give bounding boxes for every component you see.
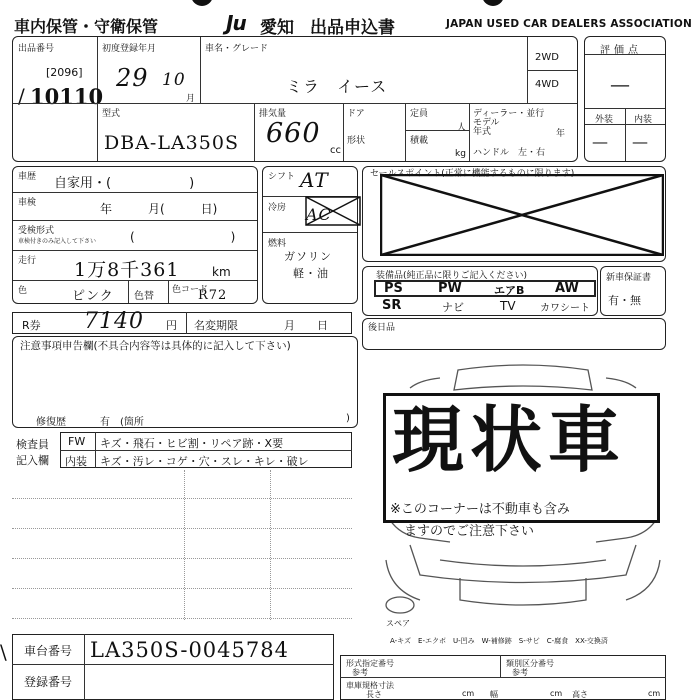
lot-handwritten-mark: / bbox=[18, 84, 25, 108]
org-name: 愛知 bbox=[260, 18, 294, 38]
color-value: ピンク bbox=[72, 289, 114, 304]
lot-number: 10110 bbox=[30, 84, 104, 109]
first-registration-label: 初度登録年月 bbox=[102, 44, 157, 54]
left-edge-mark: \ bbox=[0, 640, 7, 664]
lot-small-number: [2096] bbox=[46, 66, 83, 79]
displacement-value: 660 bbox=[266, 118, 321, 149]
registration-label: 登録番号 bbox=[24, 675, 73, 689]
reception-label: 受検形式 bbox=[18, 226, 55, 236]
door-label: ドア bbox=[347, 109, 365, 119]
stamp-note-line2: ますのでご注意下さい bbox=[404, 524, 535, 539]
equipment-navi: ナビ bbox=[442, 301, 464, 314]
history-label: 車歴 bbox=[18, 172, 37, 182]
inspection-label: 車検 bbox=[18, 198, 37, 208]
color-code-value: R72 bbox=[198, 288, 228, 303]
inspector-entry-label: 記入欄 bbox=[16, 454, 49, 467]
shift-value: AT bbox=[300, 168, 329, 192]
repair-history-value: 有 (箇所 bbox=[100, 417, 144, 428]
current-condition-text: 現状車 bbox=[392, 398, 627, 482]
equipment-seat: カワシート bbox=[540, 303, 590, 314]
inspector-fw-label: FW bbox=[68, 435, 86, 448]
chassis-value: LA350S-0045784 bbox=[90, 638, 289, 662]
ac-cross-box bbox=[305, 196, 361, 226]
color-label: 色 bbox=[18, 286, 28, 296]
spare-label: スペア bbox=[386, 619, 410, 628]
top-hole-right bbox=[482, 0, 504, 6]
displacement-unit: cc bbox=[330, 145, 341, 156]
garage-height-label: 高さ bbox=[572, 690, 588, 699]
equipment-label: 装備品(純正品に限りご記入ください) bbox=[376, 271, 528, 281]
org-english: JAPAN USED CAR DEALERS ASSOCIATION bbox=[446, 18, 692, 30]
inspection-value: 年 月( 日) bbox=[100, 202, 218, 216]
fuel-label: 燃料 bbox=[268, 239, 287, 249]
model-designation-ref: 参考 bbox=[352, 668, 368, 677]
reception-note: 車検付きのみ記入して下さい bbox=[18, 238, 97, 245]
garage-length-unit: cm bbox=[462, 689, 475, 698]
drive-2wd: 2WD bbox=[535, 52, 559, 63]
first-registration-year: 29 bbox=[116, 64, 149, 92]
ac-label: 冷房 bbox=[268, 203, 287, 213]
load-label: 積載 bbox=[410, 136, 429, 146]
mileage-unit: km bbox=[212, 265, 231, 279]
form-title: 出品申込書 bbox=[310, 18, 395, 38]
recycle-label: R券 bbox=[22, 319, 41, 332]
displacement-label: 排気量 bbox=[259, 109, 287, 119]
garage-height-unit: cm bbox=[648, 689, 661, 698]
capacity-label: 定員 bbox=[410, 109, 429, 119]
rating-value: — bbox=[610, 72, 631, 96]
model-year-label: モデル 年式 bbox=[473, 118, 500, 137]
load-unit: kg bbox=[455, 149, 466, 159]
later-install-label: 後日品 bbox=[368, 323, 396, 333]
model-name-label: 車名・グレード bbox=[205, 44, 269, 54]
exterior-value: — bbox=[592, 132, 609, 151]
inspector-interior-label: 内装 bbox=[65, 455, 87, 468]
inspector-fw-text: キズ・飛石・ヒビ割・リペア跡・X要 bbox=[100, 437, 284, 450]
capacity-unit: 人 bbox=[457, 123, 467, 133]
drive-4wd: 4WD bbox=[535, 79, 559, 90]
model-name-value: ミラ イース bbox=[286, 77, 388, 96]
garage-length-label: 長さ bbox=[366, 690, 382, 699]
equipment-pw: PW bbox=[438, 281, 462, 296]
model-designation-label: 形式指定番号 bbox=[346, 659, 394, 668]
recycle-unit: 円 bbox=[166, 319, 177, 332]
rating-label: 評価点 bbox=[600, 45, 642, 56]
history-value: 自家用・( ) bbox=[54, 176, 195, 191]
garage-dims-label: 車庫規格寸法 bbox=[346, 681, 394, 690]
new-car-cert-label: 新車保証書 bbox=[606, 273, 652, 283]
top-hole-left bbox=[191, 0, 213, 6]
first-registration-month: 10 bbox=[162, 70, 186, 90]
type-value: DBA-LA350S bbox=[104, 132, 239, 154]
sales-point-label: セールスポイント(正常に機能するものに限ります) bbox=[370, 169, 575, 179]
sales-point-cross bbox=[380, 174, 664, 256]
logo-mark: Ju bbox=[226, 11, 246, 35]
storage-note: 車内保管・守衛保管 bbox=[14, 17, 159, 36]
exterior-label: 外装 bbox=[595, 115, 614, 125]
equipment-aw: AW bbox=[555, 281, 579, 296]
name-change-value: 月 日 bbox=[284, 319, 328, 332]
mileage-value: 1万8千361 bbox=[74, 259, 180, 281]
dealer-label: ディーラー・並行 bbox=[473, 109, 545, 119]
inspector-interior-text: キズ・汚レ・コゲ・穴・スレ・キレ・破レ bbox=[100, 455, 309, 468]
later-install-frame bbox=[362, 318, 666, 350]
spare-tire-icon bbox=[386, 597, 414, 613]
type-label: 型式 bbox=[102, 109, 121, 119]
interior-value: — bbox=[632, 132, 649, 151]
mileage-label: 走行 bbox=[18, 256, 37, 266]
garage-width-label: 幅 bbox=[490, 690, 498, 699]
equipment-sr: SR bbox=[382, 298, 402, 313]
damage-legend: A-キズ E-エクボ U-凹み W-補修跡 S-サビ C-腐食 XX-交換済 bbox=[390, 637, 608, 645]
year-unit: 年 bbox=[556, 129, 566, 139]
reception-paren: ( ) bbox=[130, 230, 236, 244]
garage-width-unit: cm bbox=[550, 689, 563, 698]
recycle-value: 7140 bbox=[84, 309, 144, 334]
lot-number-label: 出品番号 bbox=[18, 44, 55, 54]
equipment-tv: TV bbox=[500, 299, 516, 313]
name-change-label: 名変期限 bbox=[194, 319, 238, 332]
repair-history-label: 修復歴 bbox=[36, 417, 66, 428]
class-number-ref: 参考 bbox=[512, 668, 528, 677]
chassis-label: 車台番号 bbox=[24, 644, 73, 658]
month-unit: 月 bbox=[186, 94, 196, 104]
notes-label: 注意事項申告欄(不具合内容等は具体的に記入して下さい) bbox=[20, 340, 291, 352]
inspector-label: 検査員 bbox=[16, 438, 49, 451]
interior-label: 内装 bbox=[634, 115, 653, 125]
repair-history-close: ) bbox=[346, 413, 350, 424]
color-change-label: 色替 bbox=[134, 291, 154, 302]
class-number-label: 類別区分番号 bbox=[506, 659, 554, 668]
equipment-ps: PS bbox=[384, 281, 403, 296]
equipment-airbag: エアB bbox=[494, 284, 525, 297]
stamp-note-line1: ※このコーナーは不動車も含み bbox=[390, 502, 570, 517]
shift-label: シフト bbox=[268, 172, 296, 182]
handle-label: ハンドル 左・右 bbox=[473, 148, 546, 158]
new-car-cert-value: 有・無 bbox=[608, 294, 641, 307]
color-code-label: 色コード bbox=[172, 285, 209, 295]
ac-value: AC bbox=[306, 205, 332, 224]
shape-label: 形状 bbox=[347, 136, 366, 146]
fuel-value: ガソリン 軽・油 bbox=[284, 250, 332, 280]
